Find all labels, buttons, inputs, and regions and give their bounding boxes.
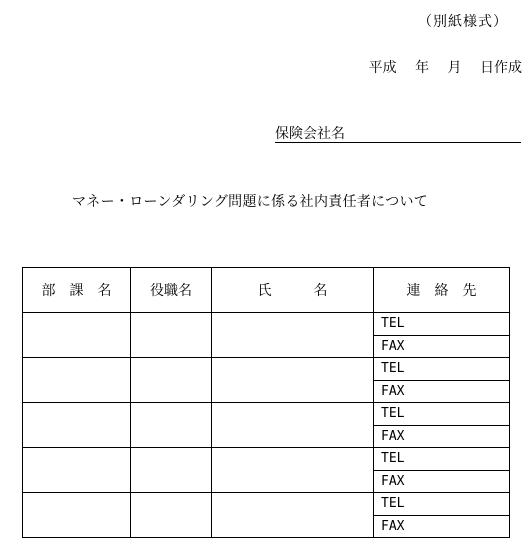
- header-position: 役職名: [131, 268, 212, 313]
- position-cell[interactable]: [131, 493, 212, 538]
- position-cell[interactable]: [131, 403, 212, 448]
- department-cell[interactable]: [23, 403, 131, 448]
- header-contact: 連 絡 先: [374, 268, 510, 313]
- table-row: [23, 448, 510, 471]
- company-name-field[interactable]: [275, 123, 521, 143]
- fax-cell[interactable]: FAX: [374, 425, 510, 448]
- fax-cell[interactable]: FAX: [374, 335, 510, 358]
- department-cell[interactable]: [23, 448, 131, 493]
- name-cell[interactable]: [212, 358, 374, 403]
- position-cell[interactable]: [131, 448, 212, 493]
- company-name-label: 保険会社名: [275, 126, 345, 142]
- position-cell[interactable]: [131, 313, 212, 358]
- form-label: （別紙様式）: [418, 14, 508, 30]
- tel-cell[interactable]: TEL: [374, 358, 510, 381]
- tel-cell[interactable]: TEL: [374, 448, 510, 471]
- tel-cell[interactable]: TEL: [374, 493, 510, 516]
- tel-cell[interactable]: TEL: [374, 403, 510, 426]
- table-row: [23, 403, 510, 426]
- document-title: マネー・ローンダリング問題に係る社内責任者について: [72, 194, 429, 210]
- table-row: [23, 493, 510, 516]
- fax-cell[interactable]: FAX: [374, 380, 510, 403]
- name-cell[interactable]: [212, 313, 374, 358]
- department-cell[interactable]: [23, 313, 131, 358]
- table-row: [23, 358, 510, 381]
- table-header-row: [23, 268, 510, 313]
- contact-table: [22, 267, 510, 538]
- name-cell[interactable]: [212, 403, 374, 448]
- table-row: [23, 313, 510, 336]
- date-line: 平成 年 月 日作成: [368, 60, 522, 76]
- header-name: 氏 名: [212, 268, 374, 313]
- tel-cell[interactable]: TEL: [374, 313, 510, 336]
- department-cell[interactable]: [23, 358, 131, 403]
- fax-cell[interactable]: FAX: [374, 470, 510, 493]
- fax-cell[interactable]: FAX: [374, 515, 510, 538]
- header-department: 部 課 名: [23, 268, 131, 313]
- name-cell[interactable]: [212, 448, 374, 493]
- department-cell[interactable]: [23, 493, 131, 538]
- name-cell[interactable]: [212, 493, 374, 538]
- position-cell[interactable]: [131, 358, 212, 403]
